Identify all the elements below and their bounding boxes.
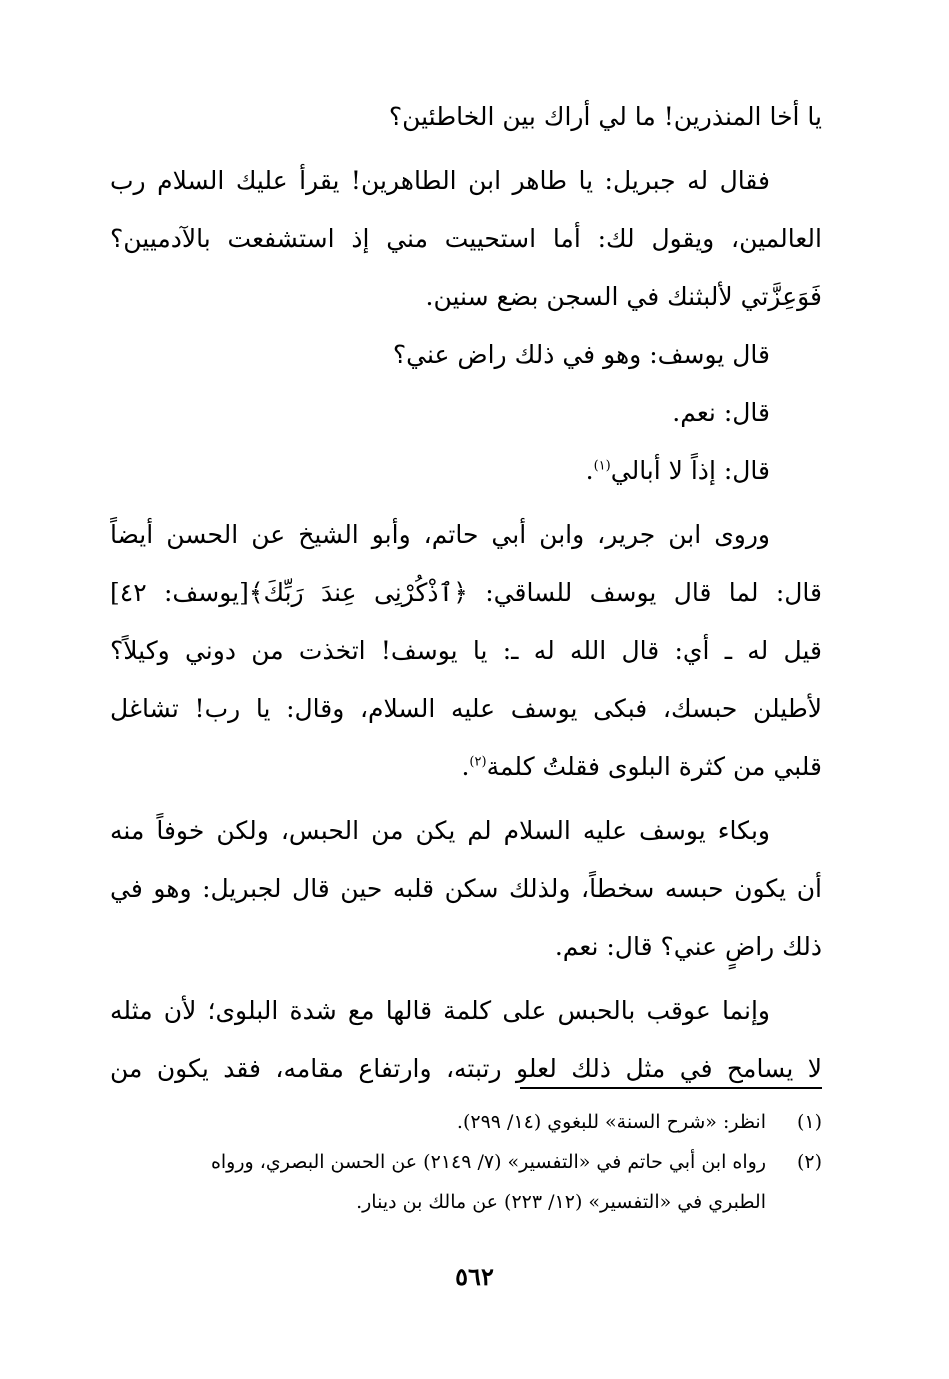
line-12-text: قلبي من كثرة البلوى فقلتُ كلمة <box>486 752 822 781</box>
text-line-12 <box>110 738 822 796</box>
page-number: ٥٦٢ <box>455 1262 494 1291</box>
text-line-11: لأطيلن حبسك، فبكى يوسف عليه السلام، وقال: يا رب! تشاغل <box>110 694 822 723</box>
text-line-6: قال: نعم. <box>672 398 770 427</box>
footnote-1-text: انظر: «شرح السنة» للبغوي (١٤/ ٢٩٩). <box>456 1111 766 1133</box>
footnote-2-text: رواه ابن أبي حاتم في «التفسير» (٧/ ٢١٤٩) عن الحسن البصري، ورواه <box>210 1151 766 1173</box>
footnote-1 <box>110 1102 822 1142</box>
line-12-end: . <box>461 752 470 781</box>
line-7-text: قال: إذاً لا أبالي <box>610 456 770 485</box>
text-line-9: قال: لما قال يوسف للساقي: ﴿ٱذْكُرْنِى عِندَ رَبِّكَ﴾[يوسف: ٤٢] <box>110 578 822 607</box>
text-line-10: قيل له ـ أي: قال الله له ـ: يا يوسف! اتخذت من دوني وكيلاً؟ <box>110 636 822 665</box>
footnotes <box>110 1102 822 1222</box>
text-line-15: ذلك راضٍ عني؟ قال: نعم. <box>554 932 822 961</box>
text-line-5: قال يوسف: وهو في ذلك راض عني؟ <box>392 340 770 369</box>
footnote-2 <box>110 1142 822 1182</box>
text-line-4: فَوَعِزَّتي لألبثنك في السجن بضع سنين. <box>425 282 822 311</box>
text-line-13: وبكاء يوسف عليه السلام لم يكن من الحبس، ولكن خوفاً منه <box>110 816 770 845</box>
text-line-2: فقال له جبريل: يا طاهر ابن الطاهرين! يقرأ عليك السلام رب <box>110 166 770 195</box>
footnote-1-number: (١) <box>796 1111 822 1133</box>
text-line-16: وإنما عوقب بالحبس على كلمة قالها مع شدة البلوى؛ لأن مثله <box>110 996 770 1025</box>
footnote-2-continuation: الطبري في «التفسير» (١٢/ ٢٢٣) عن مالك بن دينار. <box>356 1191 766 1213</box>
text-line-1: يا أخا المنذرين! ما لي أراك بين الخاطئين؟ <box>388 102 822 131</box>
text-line-3: العالمين، ويقول لك: أما استحييت مني إذ استشفعت بالآدميين؟ <box>110 224 822 253</box>
footnote-marker-2[interactable]: (٢) <box>469 754 487 770</box>
text-line-8: وروى ابن جرير، وابن أبي حاتم، وأبو الشيخ عن الحسن أيضاً <box>110 520 770 549</box>
footnote-marker-1[interactable]: (١) <box>593 458 611 474</box>
line-7-end: . <box>585 456 594 485</box>
text-line-17: لا يسامح في مثل ذلك لعلو رتبته، وارتفاع مقامه، فقد يكون من <box>110 1054 822 1083</box>
text-line-7 <box>110 442 822 500</box>
footnote-divider <box>520 1087 822 1089</box>
footnote-2-number: (٢) <box>796 1151 822 1173</box>
main-text <box>110 88 822 1098</box>
text-line-14: أن يكون حبسه سخطاً، ولذلك سكن قلبه حين قال لجبريل: وهو في <box>110 874 822 903</box>
